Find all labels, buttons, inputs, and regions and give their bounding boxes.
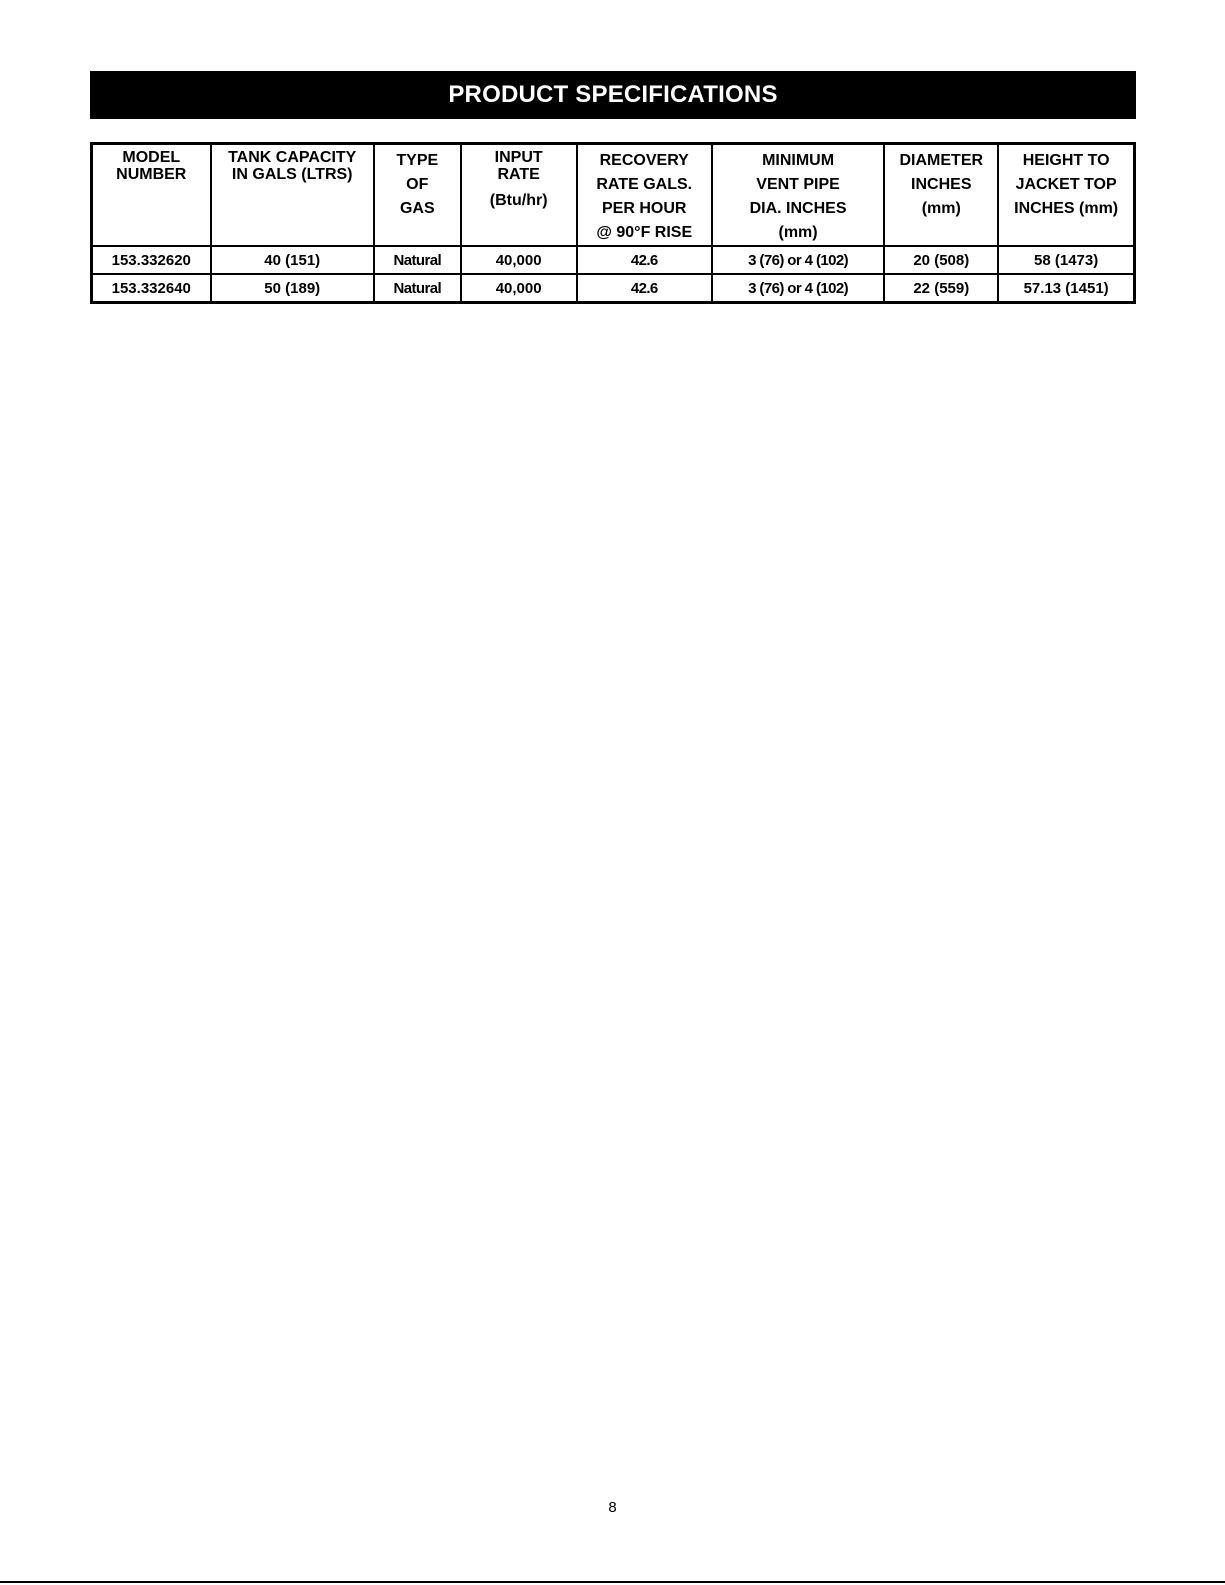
cell-recovery-rate: 42.6 bbox=[577, 246, 712, 274]
header-model-number: MODEL NUMBER bbox=[92, 144, 211, 247]
cell-height-to-jacket-top: 57.13 (1451) bbox=[998, 274, 1134, 302]
cell-tank-capacity: 40 (151) bbox=[211, 246, 374, 274]
table-row bbox=[92, 274, 1135, 302]
page-title: PRODUCT SPECIFICATIONS bbox=[90, 71, 1136, 119]
cell-recovery-rate: 42.6 bbox=[577, 274, 712, 302]
cell-tank-capacity: 50 (189) bbox=[211, 274, 374, 302]
cell-model-number: 153.332640 bbox=[92, 274, 211, 302]
cell-type-of-gas: Natural bbox=[374, 246, 461, 274]
table-row bbox=[92, 246, 1135, 274]
header-diameter: DIAMETER INCHES (mm) bbox=[884, 144, 998, 247]
cell-diameter: 22 (559) bbox=[884, 274, 998, 302]
product-specifications-table bbox=[90, 142, 1136, 304]
page-number: 8 bbox=[608, 1499, 617, 1516]
header-min-vent-pipe: MINIMUM VENT PIPE DIA. INCHES (mm) bbox=[712, 144, 884, 247]
cell-diameter: 20 (508) bbox=[884, 246, 998, 274]
cell-min-vent-pipe: 3 (76) or 4 (102) bbox=[712, 274, 884, 302]
cell-input-rate: 40,000 bbox=[461, 274, 577, 302]
cell-min-vent-pipe: 3 (76) or 4 (102) bbox=[712, 246, 884, 274]
header-type-of-gas: TYPE OF GAS bbox=[374, 144, 461, 247]
cell-input-rate: 40,000 bbox=[461, 246, 577, 274]
cell-height-to-jacket-top: 58 (1473) bbox=[998, 246, 1134, 274]
header-tank-capacity: TANK CAPACITY IN GALS (LTRS) bbox=[211, 144, 374, 247]
cell-type-of-gas: Natural bbox=[374, 274, 461, 302]
table-header-row bbox=[92, 144, 1135, 247]
bottom-rule bbox=[0, 1581, 1225, 1583]
header-recovery-rate: RECOVERY RATE GALS. PER HOUR @ 90°F RISE bbox=[577, 144, 712, 247]
cell-model-number: 153.332620 bbox=[92, 246, 211, 274]
header-input-rate: INPUT RATE (Btu/hr) bbox=[461, 144, 577, 247]
header-height-to-jacket-top: HEIGHT TO JACKET TOP INCHES (mm) bbox=[998, 144, 1134, 247]
